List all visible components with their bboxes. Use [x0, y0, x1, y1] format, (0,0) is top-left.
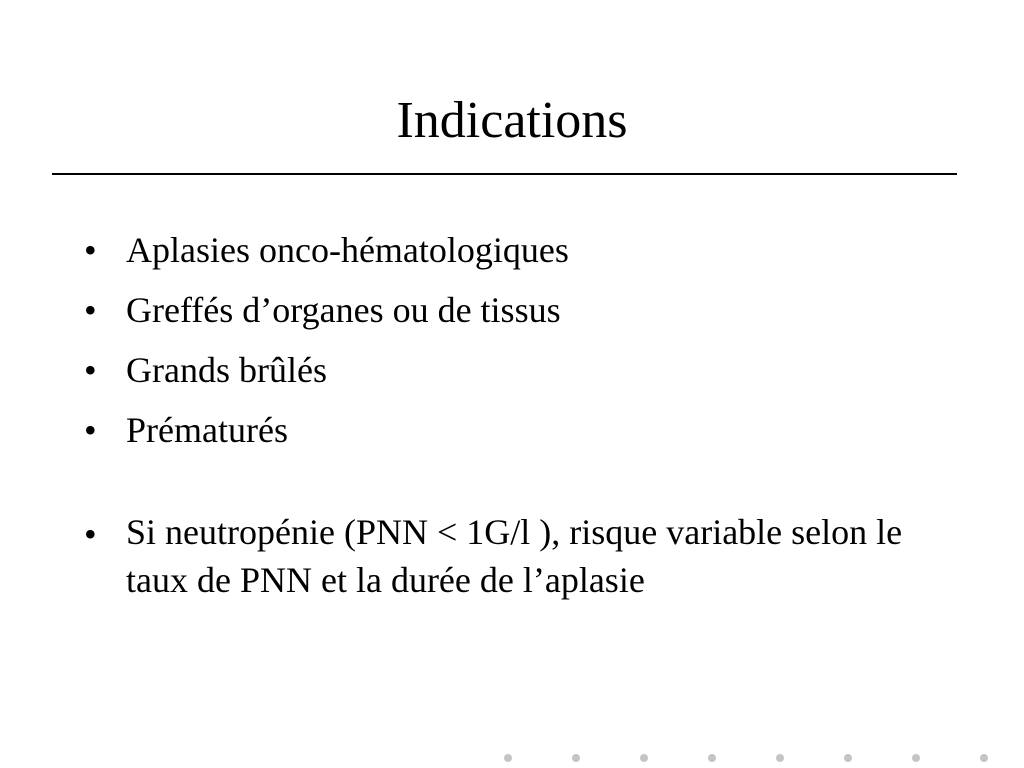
- note-bullet-text: Si neutropénie (PNN < 1G/l ), risque variable selon le taux de PNN et la durée de l’aplasie: [126, 512, 903, 600]
- bullet-icon: •: [84, 350, 97, 390]
- list-item: [84, 344, 964, 396]
- bullet-icon: •: [84, 514, 97, 554]
- footer-dot: [572, 754, 580, 762]
- note-list-item: [84, 508, 964, 604]
- bullet-icon: •: [84, 230, 97, 270]
- bullet-text: Prématurés: [126, 410, 288, 450]
- list-item: [84, 284, 964, 336]
- bullet-list: [84, 224, 964, 612]
- list-item: [84, 404, 964, 456]
- bullet-text: Aplasies onco-hématologiques: [126, 230, 569, 270]
- footer-dot-row: [504, 754, 1014, 764]
- bullet-icon: •: [84, 290, 97, 330]
- footer-dot: [980, 754, 988, 762]
- bullet-text: Greffés d’organes ou de tissus: [126, 290, 561, 330]
- footer-dot: [504, 754, 512, 762]
- bullet-icon: •: [84, 410, 97, 450]
- footer-dot: [912, 754, 920, 762]
- slide-title: Indications: [396, 92, 628, 149]
- bullet-text: Grands brûlés: [126, 350, 327, 390]
- footer-dot: [776, 754, 784, 762]
- footer-dot: [640, 754, 648, 762]
- footer-dot: [844, 754, 852, 762]
- title-divider: [52, 173, 957, 175]
- list-item: [84, 224, 964, 276]
- footer-dot: [708, 754, 716, 762]
